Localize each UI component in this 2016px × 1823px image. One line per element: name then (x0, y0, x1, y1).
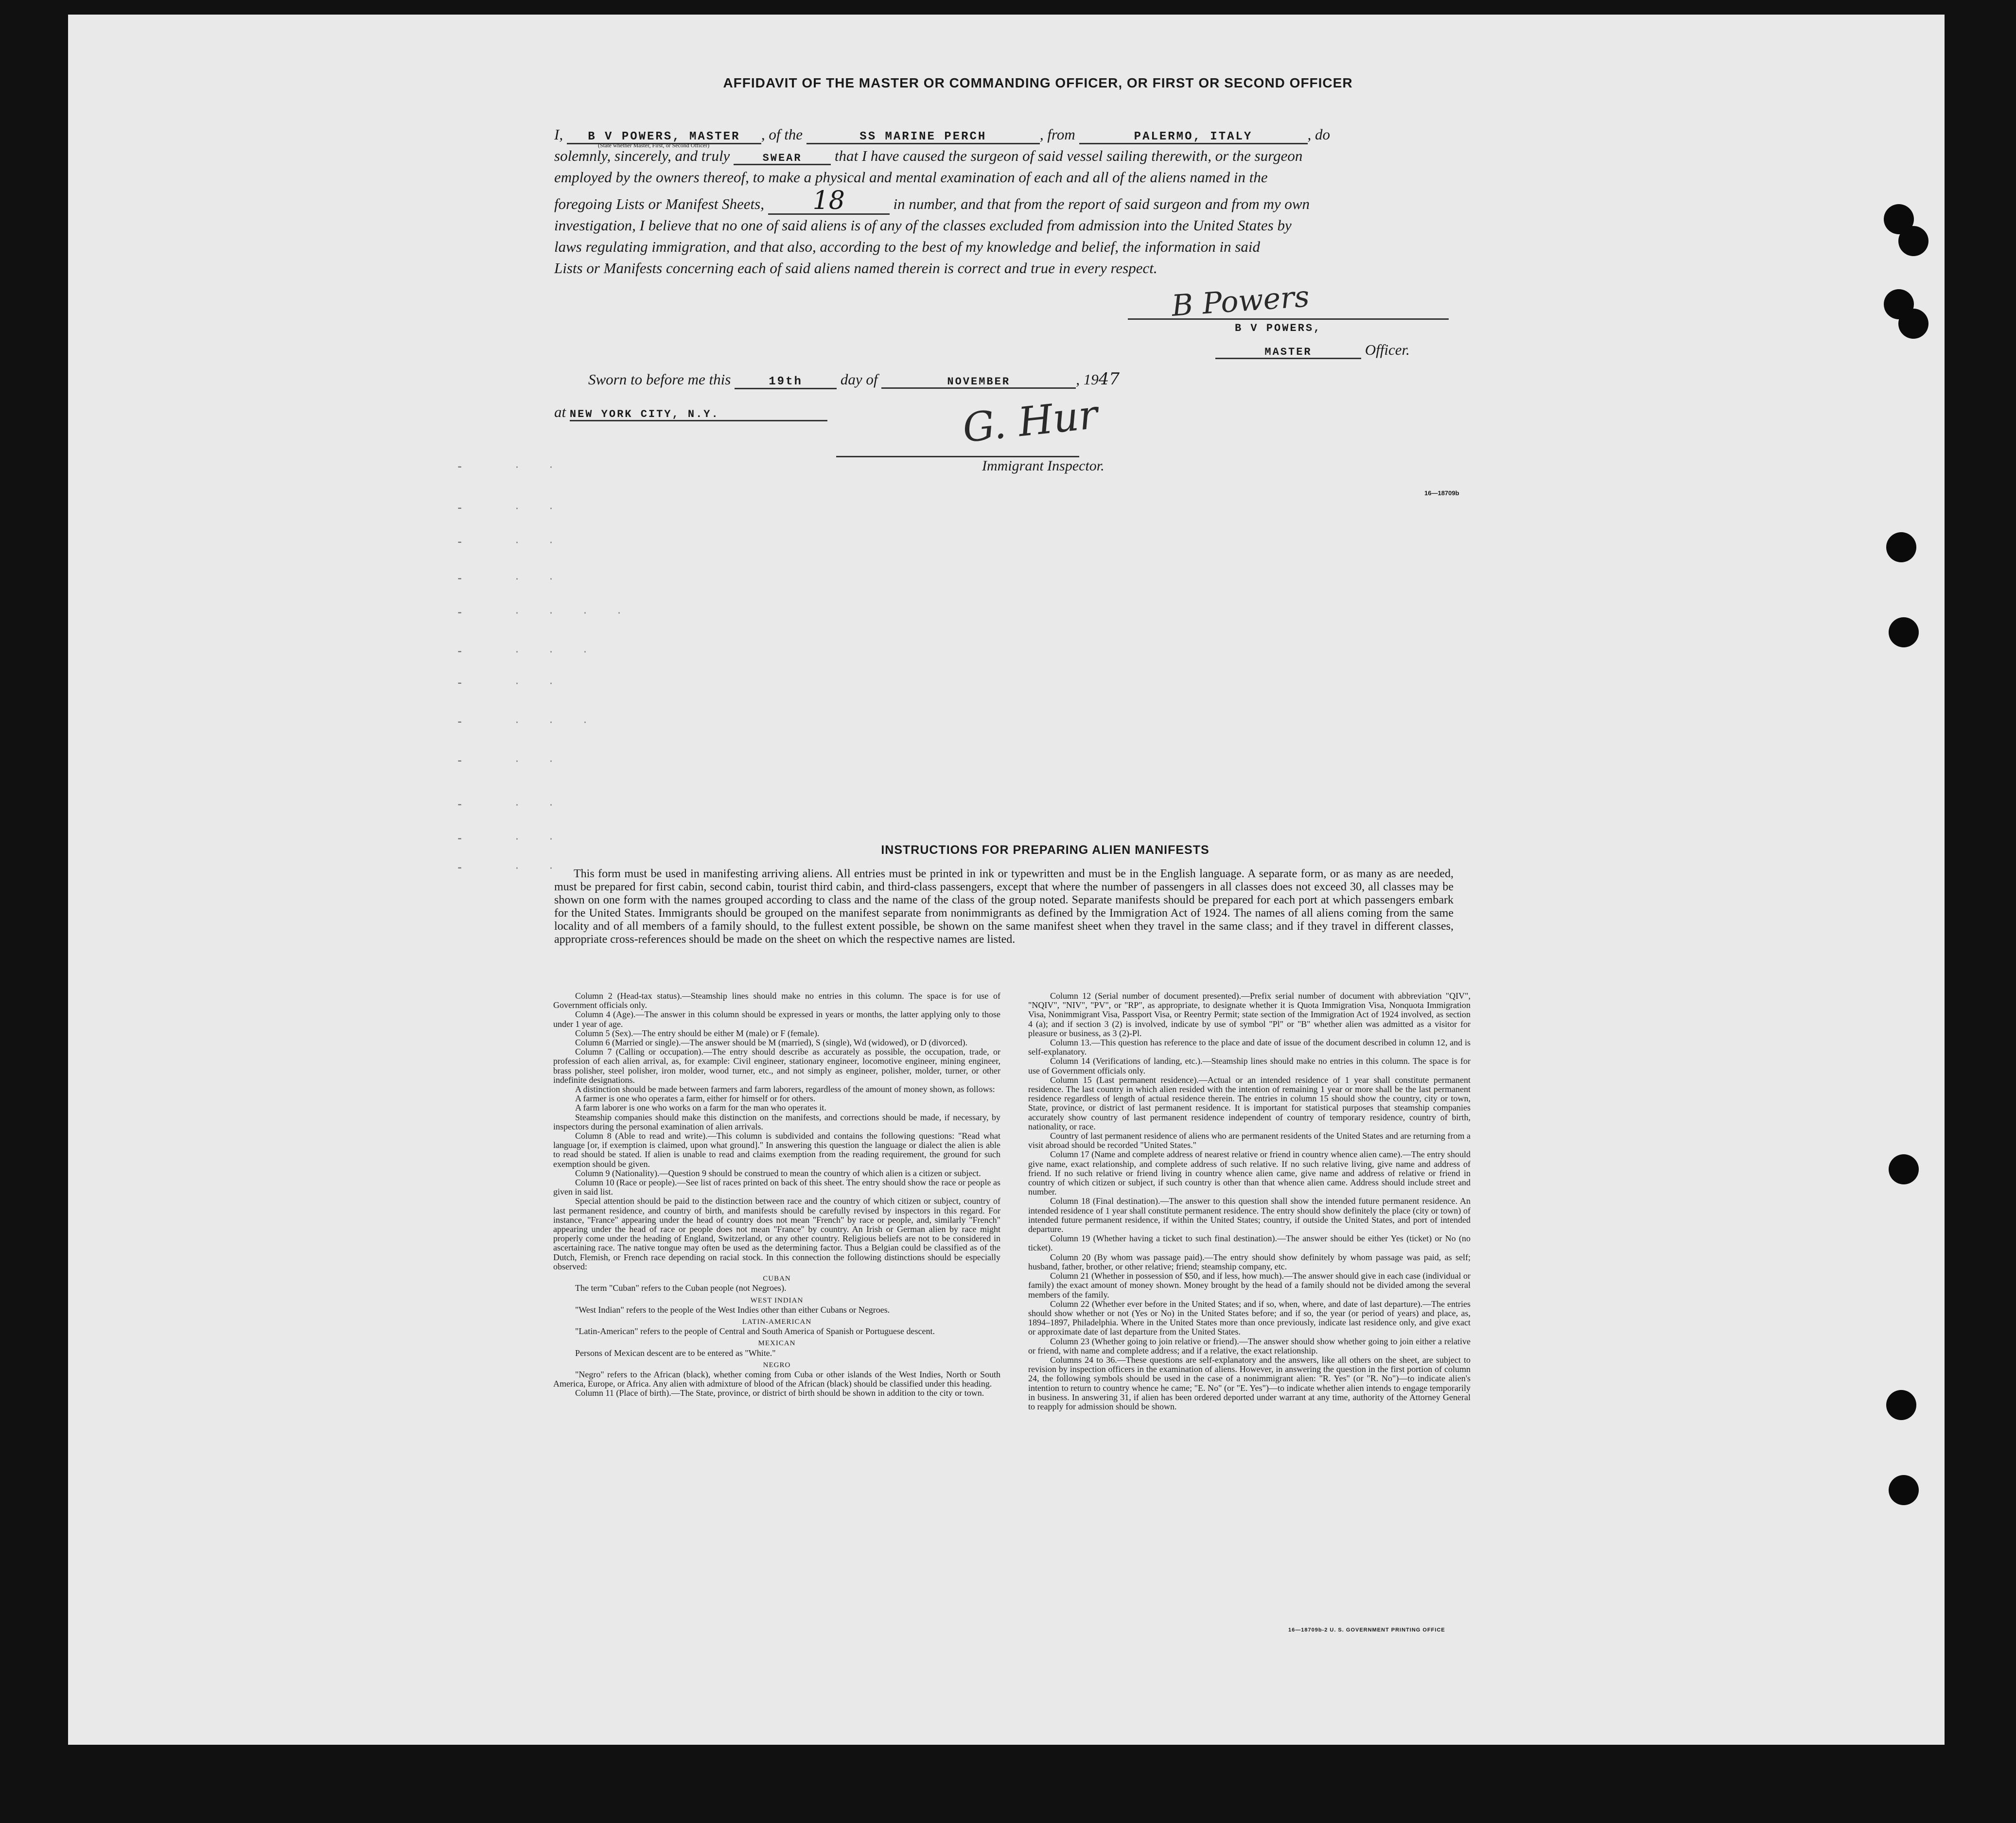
at-label: at (554, 403, 566, 420)
day-of-label: day of (840, 371, 878, 388)
master-signed-name: B V POWERS, (1235, 322, 1322, 334)
affidavit-line-7: Lists or Manifests concerning each of said aliens named therein is correct and true in every respect. (554, 260, 1157, 277)
instructions-right-column (1028, 991, 1471, 1411)
left-para-0: Column 2 (Head-tax status).—Steamship lines should make no entries in this column. The space is for use of Government officials only. (553, 991, 1000, 1010)
line4-end: in number, and that from the report of said surgeon and from my own (893, 195, 1310, 212)
instructions-left-column (553, 991, 1000, 1398)
form-number: 16—18709b (1424, 489, 1459, 497)
right-para-3: Column 15 (Last permanent residence).—Actual or an intended residence of 1 year shall constitute permanent residence. The last country in which alien resided with the intention of remaining 1 year or more shall be the last permanent residence regardless of length of actual residence therein. The entries in column 15 should show the country, city or town, State, province, or district of last permanent residence. It is important for statistical purposes that steamship companies accurately show country of last permanent residence independent of country of temporary residence, country of birth, nationality, or race. (1028, 1075, 1471, 1131)
right-para-11: Column 23 (Whether going to join relative or friend).—The answer should show whether going to join either a relative or friend, with name and complete address; and if a relative, the exact relationship. (1028, 1336, 1471, 1355)
negro-text: "Negro" refers to the African (black), whether coming from Cuba or other islands of the West Indies, North or South America, Europe, or Africa. Any alien with admixture of blood of the African (black) should be classified under this heading. (553, 1369, 1000, 1389)
instructions-intro: This form must be used in manifesting arriving aliens. All entries must be printed in ink or typewritten and must be in the English language. A separate form, or as many as are needed, must be prepared for first cabin, second cabin, tourist third cabin, and third-class passengers, except that where the number of passengers in all classes does not exceed 30, all classes may be shown on one form with the names grouped according to class and the name of the class of the group noted. Separate manifests should be prepared for each port at which passengers embark for the United States. Immigrants should be grouped on the manifest separate from nonimmigrants as defined by the Immigration Act of 1924. The names of all aliens coming from the same locality and of all members of a family should, to the fullest extent possible, be shown on the same manifest sheet when they travel in the same class; and if they travel in different classes, appropriate cross-references should be made on the sheet on which the respective names are listed. (554, 868, 1454, 946)
left-para-6: A farmer is one who operates a farm, either for himself or for others. (575, 1094, 816, 1104)
inspector-signature: G. Hur (960, 391, 1100, 452)
officer-label: Officer. (1365, 341, 1410, 358)
document-sheet (68, 15, 1945, 1745)
punch-hole (1898, 226, 1928, 256)
left-para-12: Special attention should be paid to the distinction between race and the country of which citizen or subject, country of last permanent residence, and country of birth, and manifests should be carefully revised by inspectors in this regard. For instance, "France" appearing under the head of country does not mean "French" by race or people, and, similarly "French" appearing under the head of race or people does not mean "France" by country. An Irish or German alien by race might properly come under the heading of England, Switzerland, or any other country. Religious beliefs are not to be considered in ascertaining race. The native tongue may often be used as the determining factor. Thus a Belgian could be classified as of the Dutch, Flemish, or French race depending on racial stock. In this connection the following distinctions should be especially observed: (553, 1196, 1000, 1271)
vessel-field: SS MARINE PERCH (806, 131, 1040, 144)
right-para-7: Column 19 (Whether having a ticket to such final destination).—The answer should be either Yes (ticket) or No (no ticket). (1028, 1233, 1471, 1253)
punch-hole (1898, 309, 1928, 339)
right-para-4: Country of last permanent residence of aliens who are permanent residents of the United States and are returning from a visit abroad should be recorded "United States." (1028, 1131, 1471, 1150)
line4-start: foregoing Lists or Manifest Sheets, (554, 195, 764, 212)
column-11-text: Column 11 (Place of birth).—The State, province, or district of birth should be shown in addition to the city or town. (575, 1388, 984, 1398)
punch-hole (1889, 617, 1919, 647)
pronoun: I, (554, 126, 563, 143)
year-prefix: , 19 (1076, 371, 1099, 388)
oath-field: SWEAR (734, 153, 831, 165)
right-para-1: Column 13.—This question has reference to the place and date of issue of the document described in column 12, and is self-explanatory. (1028, 1038, 1471, 1057)
affidavit-line-5: investigation, I believe that no one of said aliens is of any of the classes excluded from admission into the United States by (554, 217, 1292, 234)
right-para-9: Column 21 (Whether in possession of $50, and if less, how much).—The answer should give in each case (individual or family) the exact amount of money shown. Money brought by the head of a family should not be divided among the several members of the family. (1028, 1271, 1471, 1300)
mexican-text: Persons of Mexican descent are to be entered as "White." (575, 1348, 776, 1358)
left-para-9: Column 8 (Able to read and write).—This column is subdivided and contains the following questions: "Read what language [or, if exemption is claimed, upon what ground]." In answering this question the language or dialect the alien is able to read should be stated. If alien is unable to read and claims exemption from the reading requirement, the ground for such exemption should be given. (553, 1131, 1000, 1169)
punch-hole (1889, 1154, 1919, 1184)
rank-field: MASTER (1215, 347, 1361, 359)
right-para-6: Column 18 (Final destination).—The answer to this question shall show the intended future permanent residence. An intended residence of 1 year shall constitute permanent residence. The entry should show definitely the place (city or town) of intended future permanent residence, if within the United States; country, if outside the United States, and port of intended departure. (1028, 1196, 1471, 1234)
left-para-7: A farm laborer is one who works on a farm for the man who operates it. (575, 1103, 826, 1113)
cuban-heading: CUBAN (763, 1275, 791, 1283)
inspector-label: Immigrant Inspector. (982, 458, 1104, 474)
from-label: , from (1039, 126, 1075, 143)
latin-american-text: "Latin-American" refers to the people of Central and South America of Spanish or Portuguese descent. (575, 1326, 935, 1337)
port-field: PALERMO, ITALY (1079, 131, 1308, 144)
latin-american-heading: LATIN-AMERICAN (742, 1318, 812, 1326)
line2-end: that I have caused the surgeon of said vessel sailing therewith, or the surgeon (834, 147, 1303, 164)
instructions-footer: 16—18709b-2 U. S. GOVERNMENT PRINTING OFFICE (1288, 1627, 1445, 1633)
left-para-8: Steamship companies should make this distinction on the manifests, and corrections should be made, if necessary, by inspectors during the personal examination of alien arrivals. (553, 1112, 1000, 1131)
place-field: NEW YORK CITY, N.Y. (570, 409, 827, 421)
left-para-3: Column 6 (Married or single).—The answer should be M (married), S (single), Wd (widowed), or D (divorced). (575, 1038, 967, 1048)
left-para-10: Column 9 (Nationality).—Question 9 should be construed to mean the country of which alien is a citizen or subject. (575, 1168, 981, 1178)
left-para-4: Column 7 (Calling or occupation).—The entry should describe as accurately as possible, the occupation, trade, or profession of each alien arrival, as, for example: Civil engineer, stationary engineer, locomotive engineer, mining engineer, brass polisher, steel polisher, iron molder, wood turner, etc., and not simply as engineer, polisher, molder, turner, or other indefinite designations. (553, 1047, 1000, 1085)
right-para-2: Column 14 (Verifications of landing, etc.).—Steamship lines should make no entries in this column. The space is for use of Government officials only. (1028, 1056, 1471, 1076)
sheets-count-field: 18 (768, 188, 890, 215)
affidavit-line-3: employed by the owners thereof, to make a physical and mental examination of each and all of the aliens named in the (554, 169, 1268, 186)
affidavit-title: AFFIDAVIT OF THE MASTER OR COMMANDING OFFICER, OR FIRST OR SECOND OFFICER (723, 75, 1353, 90)
year-field: 47 (1098, 369, 1120, 389)
right-para-8: Column 20 (By whom was passage paid).—The entry should show definitely by whom passage was paid, as self; husband, father, brother, or other relative; friend; steamship company, etc. (1028, 1252, 1471, 1271)
month-field: NOVEMBER (881, 377, 1076, 389)
bleed-through-marks: ⁃ · · ⁃ · · ⁃ · · ⁃ · · ⁃ · · · · ⁃ · · · ⁃ · · ⁃ · · · ⁃ · · ⁃ · · ⁃ · · ⁃ · · (457, 462, 621, 875)
punch-hole (1886, 532, 1916, 562)
cuban-text: The term "Cuban" refers to the Cuban people (not Negroes). (575, 1283, 787, 1293)
west-indian-text: "West Indian" refers to the people of the West Indies other than either Cubans or Negroes. (575, 1304, 890, 1315)
of-the-label: , of the (761, 126, 803, 143)
position-caption: (State whether Master, First, or Second Officer) (598, 142, 710, 149)
right-para-12: Columns 24 to 36.—These questions are self-explanatory and the answers, like all others on the sheet, are subject to revision by inspection officers in the examination of aliens. However, in answering the question in the first portion of column 24, the following symbols should be used in the case of a nonimmigrant alien: "R. Yes" (or "R. No")—to indicate alien's intention to return to country whence he came; "E. No" (or "E. Yes")—to indicate whether alien intends to engage temporarily in business. In answering 31, if alien has been ordered deported under warrant at any time, authority of the Attorney General to reapply for admission should be shown. (1028, 1354, 1471, 1411)
left-para-11: Column 10 (Race or people).—See list of races printed on back of this sheet. The entry should show the race or people as given in said list. (553, 1178, 1000, 1197)
sworn-label: Sworn to before me this (588, 371, 731, 388)
affidavit-line-6: laws regulating immigration, and that also, according to the best of my knowledge and belief, the information in said (554, 238, 1261, 255)
line2-start: solemnly, sincerely, and truly (554, 147, 730, 164)
mexican-heading: MEXICAN (758, 1339, 796, 1348)
left-para-2: Column 5 (Sex).—The entry should be either M (male) or F (female). (575, 1028, 820, 1038)
officer-name-field: B V POWERS, MASTER (567, 131, 761, 144)
do-label: , do (1307, 126, 1330, 143)
right-para-5: Column 17 (Name and complete address of nearest relative or friend in country whence alien came).—The entry should give name, exact relationship, and complete address of such relative. If no such relative living, give name and address of friend. If no such relative or friend living in country whence alien came, give name and address of relative or friend in country of which citizen or subject, if such country is other than that whence alien came. Address should include street and number. (1028, 1149, 1471, 1197)
negro-heading: NEGRO (763, 1361, 791, 1369)
instructions-title: INSTRUCTIONS FOR PREPARING ALIEN MANIFESTS (881, 843, 1210, 857)
right-para-10: Column 22 (Whether ever before in the United States; and if so, when, where, and date of last departure).—The entries should show whether or not (Yes or No) in the United States before; and if so, the year (or period of years) and place, as, 1894–1897, Philadelphia. Where in the United States more than once previously, indicate last residence only, and give exact or approximate date of last departure from the United States. (1028, 1299, 1471, 1337)
punch-hole (1886, 1390, 1916, 1420)
day-field: 19th (735, 376, 837, 389)
punch-hole (1889, 1475, 1919, 1505)
left-para-1: Column 4 (Age).—The answer in this column should be expressed in years or months, the latter applying only to those under 1 year of age. (553, 1009, 1000, 1029)
master-signature: B Powers (1170, 279, 1311, 323)
west-indian-heading: WEST INDIAN (750, 1296, 804, 1304)
left-para-5: A distinction should be made between farmers and farm laborers, regardless of the amount of money shown, as follows: (575, 1084, 995, 1094)
right-para-0: Column 12 (Serial number of document presented).—Prefix serial number of document with abbreviation "QIV", "NQIV", "NIV", "PV", or "RP", as appropriate, to designate whether it is Quota Immigration Visa, Nonquota Immigration Visa, Nonimmigrant Visa, Passport Visa, or Reentry Permit; state section of the Immigration Act of 1924 involved, as section 4 (a); and if section 3 (2) is involved, indicate by use of symbol "Pl" or "B" whether alien was admitted as a visitor for pleasure or business, as 3 (2)-Pl. (1028, 991, 1471, 1038)
